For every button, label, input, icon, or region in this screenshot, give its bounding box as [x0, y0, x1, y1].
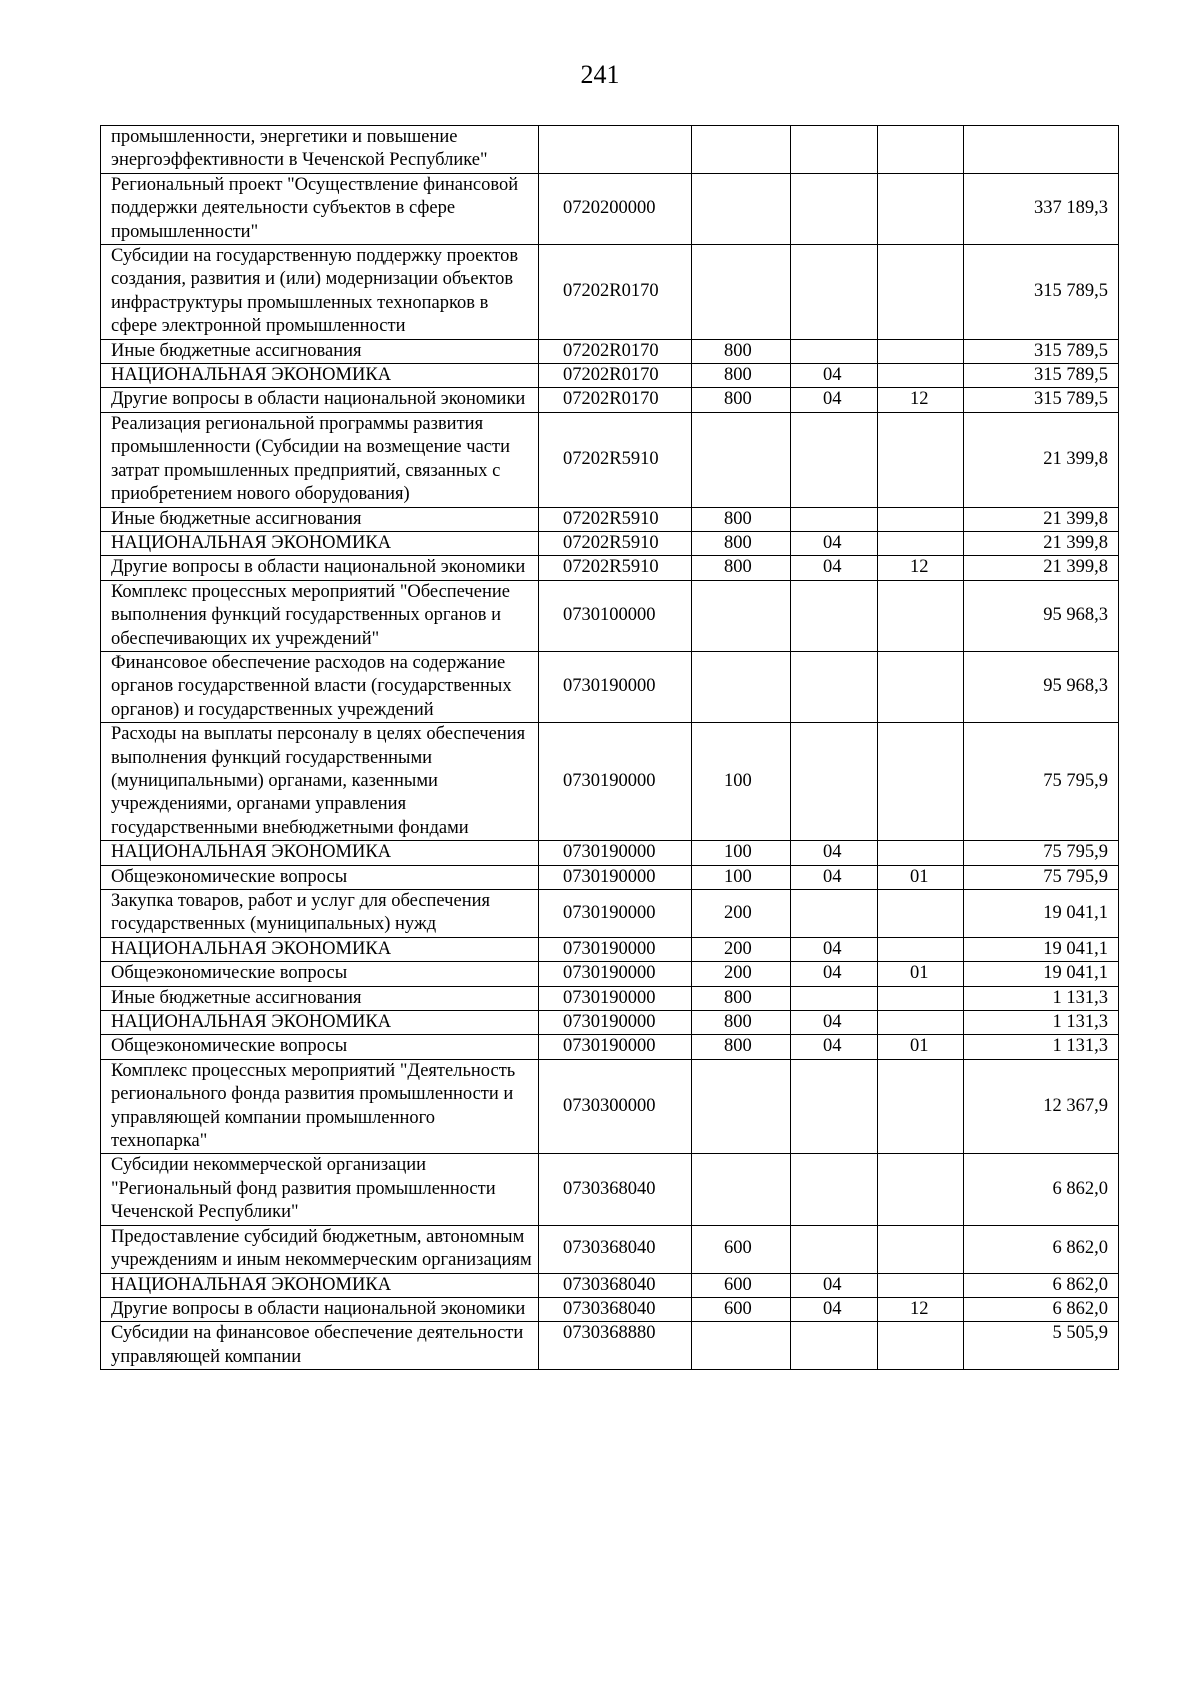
row-name-cell: Комплекс процессных мероприятий "Обеспечение выполнения функций государственных органов и обеспечивающих их учреждений"	[101, 580, 539, 651]
row-section-cell	[791, 173, 878, 244]
row-code-cell: 07202R5910	[539, 556, 692, 580]
row-section-cell: 04	[791, 364, 878, 388]
row-code-cell: 0730100000	[539, 580, 692, 651]
table-row	[101, 1273, 1119, 1297]
row-subsection-cell	[878, 412, 964, 507]
row-section-cell	[791, 245, 878, 340]
row-section-cell	[791, 1322, 878, 1370]
table-row	[101, 1059, 1119, 1154]
row-name-cell: НАЦИОНАЛЬНАЯ ЭКОНОМИКА	[101, 531, 539, 555]
row-amount-cell: 337 189,3	[964, 173, 1119, 244]
table-row	[101, 556, 1119, 580]
row-expense-type-cell: 200	[692, 890, 791, 938]
row-section-cell	[791, 507, 878, 531]
row-amount-cell: 75 795,9	[964, 865, 1119, 889]
row-name-cell: Закупка товаров, работ и услуг для обеспечения государственных (муниципальных) нужд	[101, 890, 539, 938]
row-section-cell: 04	[791, 531, 878, 555]
row-amount-cell: 5 505,9	[964, 1322, 1119, 1370]
row-section-cell	[791, 986, 878, 1010]
row-section-cell	[791, 651, 878, 722]
row-section-cell	[791, 412, 878, 507]
row-section-cell: 04	[791, 1035, 878, 1059]
row-subsection-cell	[878, 1225, 964, 1273]
table-row	[101, 126, 1119, 174]
row-expense-type-cell	[692, 1322, 791, 1370]
row-amount-cell: 95 968,3	[964, 651, 1119, 722]
row-name-cell: Иные бюджетные ассигнования	[101, 507, 539, 531]
table-row	[101, 364, 1119, 388]
row-subsection-cell: 12	[878, 388, 964, 412]
table-row	[101, 937, 1119, 961]
row-code-cell: 0730190000	[539, 1011, 692, 1035]
row-code-cell: 0730368880	[539, 1322, 692, 1370]
row-expense-type-cell: 800	[692, 339, 791, 363]
row-amount-cell: 75 795,9	[964, 841, 1119, 865]
row-subsection-cell: 01	[878, 865, 964, 889]
row-expense-type-cell: 100	[692, 723, 791, 841]
row-name-cell: Субсидии на финансовое обеспечение деятельности управляющей компании	[101, 1322, 539, 1370]
table-row	[101, 962, 1119, 986]
row-expense-type-cell	[692, 245, 791, 340]
row-subsection-cell	[878, 890, 964, 938]
row-name-cell: Общеэкономические вопросы	[101, 962, 539, 986]
row-amount-cell: 6 862,0	[964, 1225, 1119, 1273]
row-expense-type-cell	[692, 1059, 791, 1154]
row-amount-cell: 19 041,1	[964, 937, 1119, 961]
row-name-cell: Региональный проект "Осуществление финансовой поддержки деятельности субъектов в сфере промышленности"	[101, 173, 539, 244]
row-section-cell	[791, 1154, 878, 1225]
row-subsection-cell	[878, 841, 964, 865]
table-row	[101, 865, 1119, 889]
row-name-cell: НАЦИОНАЛЬНАЯ ЭКОНОМИКА	[101, 937, 539, 961]
row-name-cell: Реализация региональной программы развития промышленности (Субсидии на возмещение части затрат промышленных предприятий, связанных с приобретением нового оборудования)	[101, 412, 539, 507]
row-expense-type-cell: 600	[692, 1225, 791, 1273]
row-code-cell: 07202R0170	[539, 339, 692, 363]
table-row	[101, 173, 1119, 244]
row-subsection-cell: 01	[878, 962, 964, 986]
row-amount-cell: 21 399,8	[964, 507, 1119, 531]
row-code-cell: 07202R0170	[539, 364, 692, 388]
row-expense-type-cell: 800	[692, 388, 791, 412]
row-amount-cell: 95 968,3	[964, 580, 1119, 651]
row-expense-type-cell: 800	[692, 364, 791, 388]
row-subsection-cell	[878, 1154, 964, 1225]
row-expense-type-cell: 600	[692, 1297, 791, 1321]
row-expense-type-cell: 100	[692, 865, 791, 889]
row-code-cell: 0720200000	[539, 173, 692, 244]
row-code-cell: 07202R0170	[539, 245, 692, 340]
row-expense-type-cell: 800	[692, 531, 791, 555]
row-amount-cell: 315 789,5	[964, 339, 1119, 363]
table-row	[101, 507, 1119, 531]
row-amount-cell: 21 399,8	[964, 531, 1119, 555]
row-section-cell: 04	[791, 841, 878, 865]
row-amount-cell	[964, 126, 1119, 174]
row-code-cell: 0730190000	[539, 890, 692, 938]
row-amount-cell: 19 041,1	[964, 890, 1119, 938]
row-amount-cell: 6 862,0	[964, 1154, 1119, 1225]
row-subsection-cell	[878, 126, 964, 174]
row-section-cell	[791, 890, 878, 938]
row-amount-cell: 21 399,8	[964, 412, 1119, 507]
row-subsection-cell	[878, 507, 964, 531]
row-code-cell: 07202R0170	[539, 388, 692, 412]
row-amount-cell: 12 367,9	[964, 1059, 1119, 1154]
row-expense-type-cell	[692, 126, 791, 174]
row-name-cell: Другие вопросы в области национальной экономики	[101, 556, 539, 580]
budget-table	[100, 125, 1119, 1370]
row-subsection-cell	[878, 364, 964, 388]
row-expense-type-cell: 100	[692, 841, 791, 865]
row-amount-cell: 315 789,5	[964, 245, 1119, 340]
row-expense-type-cell: 800	[692, 556, 791, 580]
row-code-cell: 0730190000	[539, 962, 692, 986]
row-name-cell: Расходы на выплаты персоналу в целях обеспечения выполнения функций государственными (муниципальными) органами, казенными учреждениями, органами управления государственными внебюджетными фондами	[101, 723, 539, 841]
row-code-cell: 0730190000	[539, 937, 692, 961]
row-subsection-cell	[878, 986, 964, 1010]
budget-table-body	[101, 126, 1119, 1370]
row-section-cell: 04	[791, 865, 878, 889]
row-amount-cell: 6 862,0	[964, 1297, 1119, 1321]
table-row	[101, 651, 1119, 722]
row-code-cell: 07202R5910	[539, 507, 692, 531]
row-code-cell: 0730300000	[539, 1059, 692, 1154]
row-name-cell: НАЦИОНАЛЬНАЯ ЭКОНОМИКА	[101, 1273, 539, 1297]
row-amount-cell: 21 399,8	[964, 556, 1119, 580]
table-row	[101, 339, 1119, 363]
row-amount-cell: 1 131,3	[964, 986, 1119, 1010]
row-subsection-cell	[878, 723, 964, 841]
row-section-cell: 04	[791, 1011, 878, 1035]
row-code-cell: 07202R5910	[539, 531, 692, 555]
row-code-cell: 07202R5910	[539, 412, 692, 507]
row-section-cell: 04	[791, 556, 878, 580]
table-row	[101, 890, 1119, 938]
table-row	[101, 1035, 1119, 1059]
row-expense-type-cell: 800	[692, 507, 791, 531]
row-subsection-cell	[878, 245, 964, 340]
row-subsection-cell: 01	[878, 1035, 964, 1059]
row-expense-type-cell: 200	[692, 962, 791, 986]
row-section-cell: 04	[791, 962, 878, 986]
row-name-cell: НАЦИОНАЛЬНАЯ ЭКОНОМИКА	[101, 364, 539, 388]
row-code-cell: 0730190000	[539, 651, 692, 722]
table-row	[101, 412, 1119, 507]
row-name-cell: Иные бюджетные ассигнования	[101, 339, 539, 363]
row-section-cell: 04	[791, 388, 878, 412]
row-expense-type-cell	[692, 173, 791, 244]
table-row	[101, 580, 1119, 651]
table-row	[101, 531, 1119, 555]
row-subsection-cell: 12	[878, 1297, 964, 1321]
row-name-cell: НАЦИОНАЛЬНАЯ ЭКОНОМИКА	[101, 1011, 539, 1035]
row-name-cell: Общеэкономические вопросы	[101, 865, 539, 889]
row-section-cell: 04	[791, 937, 878, 961]
table-row	[101, 388, 1119, 412]
table-row	[101, 245, 1119, 340]
table-row	[101, 986, 1119, 1010]
row-amount-cell: 6 862,0	[964, 1273, 1119, 1297]
row-subsection-cell	[878, 937, 964, 961]
row-name-cell: Субсидии на государственную поддержку проектов создания, развития и (или) модернизации объектов инфраструктуры промышленных технопарков в сфере электронной промышленности	[101, 245, 539, 340]
row-subsection-cell	[878, 580, 964, 651]
row-subsection-cell	[878, 1059, 964, 1154]
row-expense-type-cell: 800	[692, 1035, 791, 1059]
row-name-cell: Комплекс процессных мероприятий "Деятельность регионального фонда развития промышленности и управляющей компании промышленного технопарка"	[101, 1059, 539, 1154]
row-expense-type-cell	[692, 580, 791, 651]
table-row	[101, 1225, 1119, 1273]
row-code-cell: 0730368040	[539, 1297, 692, 1321]
row-name-cell: Другие вопросы в области национальной экономики	[101, 1297, 539, 1321]
table-row	[101, 1154, 1119, 1225]
row-code-cell: 0730368040	[539, 1273, 692, 1297]
row-subsection-cell	[878, 339, 964, 363]
row-subsection-cell	[878, 173, 964, 244]
row-section-cell	[791, 580, 878, 651]
row-name-cell: Финансовое обеспечение расходов на содержание органов государственной власти (государственных органов) и государственных учреждений	[101, 651, 539, 722]
row-code-cell: 0730190000	[539, 986, 692, 1010]
table-row	[101, 723, 1119, 841]
row-section-cell	[791, 723, 878, 841]
row-expense-type-cell	[692, 1154, 791, 1225]
row-name-cell: Другие вопросы в области национальной экономики	[101, 388, 539, 412]
row-name-cell: Иные бюджетные ассигнования	[101, 986, 539, 1010]
table-row	[101, 841, 1119, 865]
row-amount-cell: 19 041,1	[964, 962, 1119, 986]
row-expense-type-cell: 600	[692, 1273, 791, 1297]
row-code-cell: 0730368040	[539, 1225, 692, 1273]
row-section-cell: 04	[791, 1273, 878, 1297]
row-amount-cell: 315 789,5	[964, 388, 1119, 412]
page-number: 241	[580, 60, 620, 89]
row-code-cell: 0730190000	[539, 841, 692, 865]
row-expense-type-cell	[692, 412, 791, 507]
row-code-cell	[539, 126, 692, 174]
row-section-cell	[791, 126, 878, 174]
row-amount-cell: 1 131,3	[964, 1011, 1119, 1035]
row-code-cell: 0730190000	[539, 723, 692, 841]
table-row	[101, 1011, 1119, 1035]
table-row	[101, 1322, 1119, 1370]
row-subsection-cell	[878, 1273, 964, 1297]
row-subsection-cell	[878, 651, 964, 722]
row-subsection-cell	[878, 531, 964, 555]
row-section-cell	[791, 1225, 878, 1273]
row-name-cell: Общеэкономические вопросы	[101, 1035, 539, 1059]
row-name-cell: промышленности, энергетики и повышение энергоэффективности в Чеченской Республике"	[101, 126, 539, 174]
table-row	[101, 1297, 1119, 1321]
row-section-cell	[791, 1059, 878, 1154]
row-amount-cell: 75 795,9	[964, 723, 1119, 841]
row-code-cell: 0730368040	[539, 1154, 692, 1225]
row-expense-type-cell	[692, 651, 791, 722]
row-code-cell: 0730190000	[539, 865, 692, 889]
row-section-cell	[791, 339, 878, 363]
row-name-cell: Субсидии некоммерческой организации "Региональный фонд развития промышленности Чеченской Республики"	[101, 1154, 539, 1225]
row-subsection-cell	[878, 1011, 964, 1035]
row-name-cell: НАЦИОНАЛЬНАЯ ЭКОНОМИКА	[101, 841, 539, 865]
row-name-cell: Предоставление субсидий бюджетным, автономным учреждениям и иным некоммерческим организациям	[101, 1225, 539, 1273]
row-amount-cell: 315 789,5	[964, 364, 1119, 388]
row-subsection-cell: 12	[878, 556, 964, 580]
row-code-cell: 0730190000	[539, 1035, 692, 1059]
row-subsection-cell	[878, 1322, 964, 1370]
row-section-cell: 04	[791, 1297, 878, 1321]
row-expense-type-cell: 200	[692, 937, 791, 961]
row-expense-type-cell: 800	[692, 1011, 791, 1035]
row-amount-cell: 1 131,3	[964, 1035, 1119, 1059]
row-expense-type-cell: 800	[692, 986, 791, 1010]
